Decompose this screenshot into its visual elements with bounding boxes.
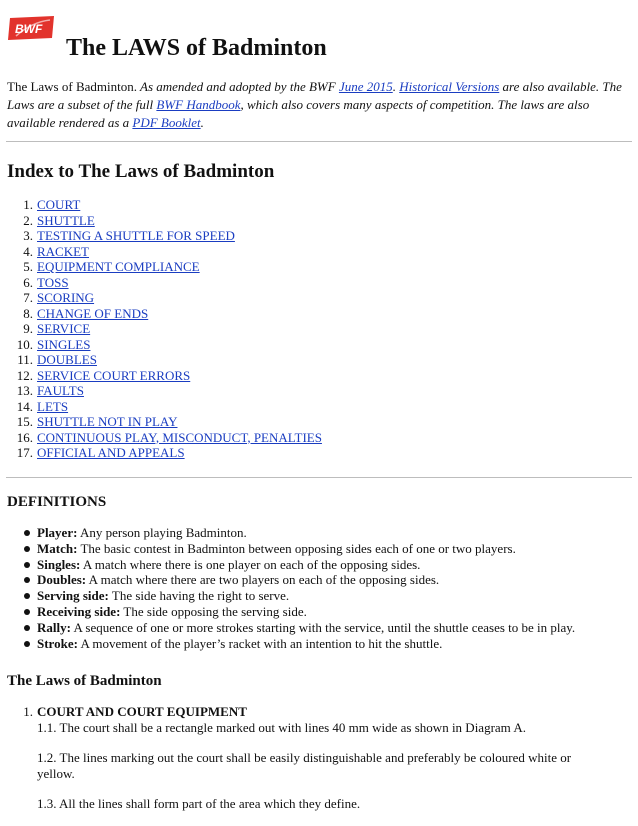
definition-item (0, 541, 575, 557)
index-item-number: 4. (23, 243, 33, 259)
index-link[interactable]: EQUIPMENT COMPLIANCE (37, 259, 200, 274)
index-item-number: 7. (23, 290, 33, 305)
index-item-number: 17. (16, 445, 33, 460)
index-item-number: 3. (23, 228, 33, 243)
index-link[interactable]: SERVICE COURT ERRORS (37, 367, 191, 383)
historical-versions-link[interactable]: Historical Versions (399, 79, 500, 94)
definition-item (0, 525, 575, 541)
index-item-number: 5. (23, 259, 33, 274)
index-item-number: 9. (23, 321, 33, 336)
bullet-icon (24, 593, 30, 599)
index-item-number: 2. (23, 212, 33, 228)
index-link[interactable]: FAULTS (37, 383, 84, 398)
index-link[interactable]: CHANGE OF ENDS (37, 305, 149, 321)
definition-item (0, 588, 575, 604)
index-link[interactable]: LETS (37, 398, 69, 414)
definition-text: Any person playing Badminton. (77, 525, 247, 540)
definition-text: A movement of the player’s racket with an intention to hit the shuttle. (77, 635, 443, 651)
bullet-icon (24, 609, 30, 615)
definition-text: A match where there is one player on each of the opposing sides. (80, 556, 421, 572)
intro-text-4: , which also covers many aspects of competition. The laws are also available rendered as a (7, 97, 590, 130)
definition-term: Match: (37, 540, 78, 556)
definition-term: Serving side: (37, 588, 109, 604)
index-link[interactable]: RACKET (37, 243, 89, 259)
definition-term: Stroke: (37, 635, 78, 651)
index-link[interactable]: SCORING (37, 290, 95, 305)
bullet-icon (24, 530, 30, 536)
definitions-list (0, 525, 575, 651)
intro-text-3: are also available. The Laws are a subset of the full (7, 79, 622, 112)
index-link[interactable]: SHUTTLE NOT IN PLAY (37, 414, 178, 429)
svg-text:BWF: BWF (15, 22, 43, 36)
intro-text-1: As amended and adopted by the BWF (136, 79, 339, 94)
definition-item (0, 620, 575, 636)
index-item-number: 1. (23, 197, 33, 212)
index-link[interactable]: SERVICE (37, 321, 91, 336)
law-paragraph: 1.3. All the lines shall form part of the area which they define. (37, 796, 361, 811)
definition-text: The side opposing the serving side. (120, 603, 307, 619)
index-item-number: 16. (16, 429, 33, 445)
index-item-number: 14. (16, 398, 33, 414)
index-link[interactable]: DOUBLES (37, 352, 97, 367)
definition-text: A match where there are two players on each of the opposing sides. (86, 572, 440, 588)
index-heading: Index to The Laws of Badminton (7, 161, 275, 182)
definition-item (0, 636, 575, 652)
divider (6, 141, 632, 142)
definition-text: The basic contest in Badminton between opposing sides each of one or two players. (77, 540, 516, 556)
intro-lead: The Laws of Badminton. (7, 79, 137, 94)
page-title: The LAWS of Badminton (66, 35, 327, 61)
pdf-booklet-link[interactable]: PDF Booklet (132, 115, 201, 130)
section-title: COURT AND COURT EQUIPMENT (37, 704, 247, 719)
law-paragraph: 1.2. The lines marking out the court shall be easily distinguishable and preferably be coloured white or yellow. (37, 750, 572, 781)
index-item-number: 8. (23, 305, 33, 321)
section-number: 1. (23, 704, 33, 719)
bullet-icon (24, 562, 30, 568)
definition-term: Receiving side: (37, 603, 121, 619)
index-link[interactable]: OFFICIAL AND APPEALS (37, 445, 185, 460)
bullet-icon (24, 641, 30, 647)
laws-heading: The Laws of Badminton (7, 673, 162, 689)
intro-text-5: . (200, 115, 204, 130)
intro-paragraph (7, 78, 633, 132)
bwf-logo[interactable] (6, 14, 58, 42)
index-link[interactable]: SHUTTLE (37, 212, 95, 228)
intro-text-2: . (392, 79, 400, 94)
index-link[interactable]: COURT (37, 197, 81, 212)
definition-text: A sequence of one or more strokes starting with the service, until the shuttle ceases to be in play. (70, 619, 576, 635)
bwf-handbook-link[interactable]: BWF Handbook (156, 97, 241, 112)
definition-term: Doubles: (37, 572, 87, 588)
definition-item (0, 604, 575, 620)
definition-term: Player: (37, 525, 78, 540)
index-item-number: 6. (23, 274, 33, 290)
definition-item (0, 557, 575, 573)
index-item-number: 10. (16, 336, 33, 352)
index-link[interactable]: CONTINUOUS PLAY, MISCONDUCT, PENALTIES (37, 429, 322, 445)
index-link[interactable]: TOSS (37, 274, 69, 290)
definition-text: The side having the right to serve. (108, 588, 290, 604)
definition-item (0, 572, 575, 588)
bullet-icon (24, 546, 30, 552)
index-link[interactable]: TESTING A SHUTTLE FOR SPEED (37, 228, 235, 243)
bullet-icon (24, 577, 30, 583)
index-item-number: 12. (16, 367, 33, 383)
index-link[interactable]: SINGLES (37, 336, 91, 352)
bullet-icon (24, 625, 30, 631)
law-paragraph: 1.1. The court shall be a rectangle marked out with lines 40 mm wide as shown in Diagram A. (37, 720, 526, 735)
definitions-heading: DEFINITIONS (7, 494, 107, 510)
definition-term: Singles: (37, 556, 81, 572)
divider (6, 477, 632, 478)
index-item-number: 11. (17, 352, 33, 367)
june-2015-link[interactable]: June 2015 (338, 79, 393, 94)
definition-term: Rally: (37, 619, 71, 635)
index-item-number: 15. (16, 414, 33, 429)
index-item-number: 13. (16, 383, 33, 398)
